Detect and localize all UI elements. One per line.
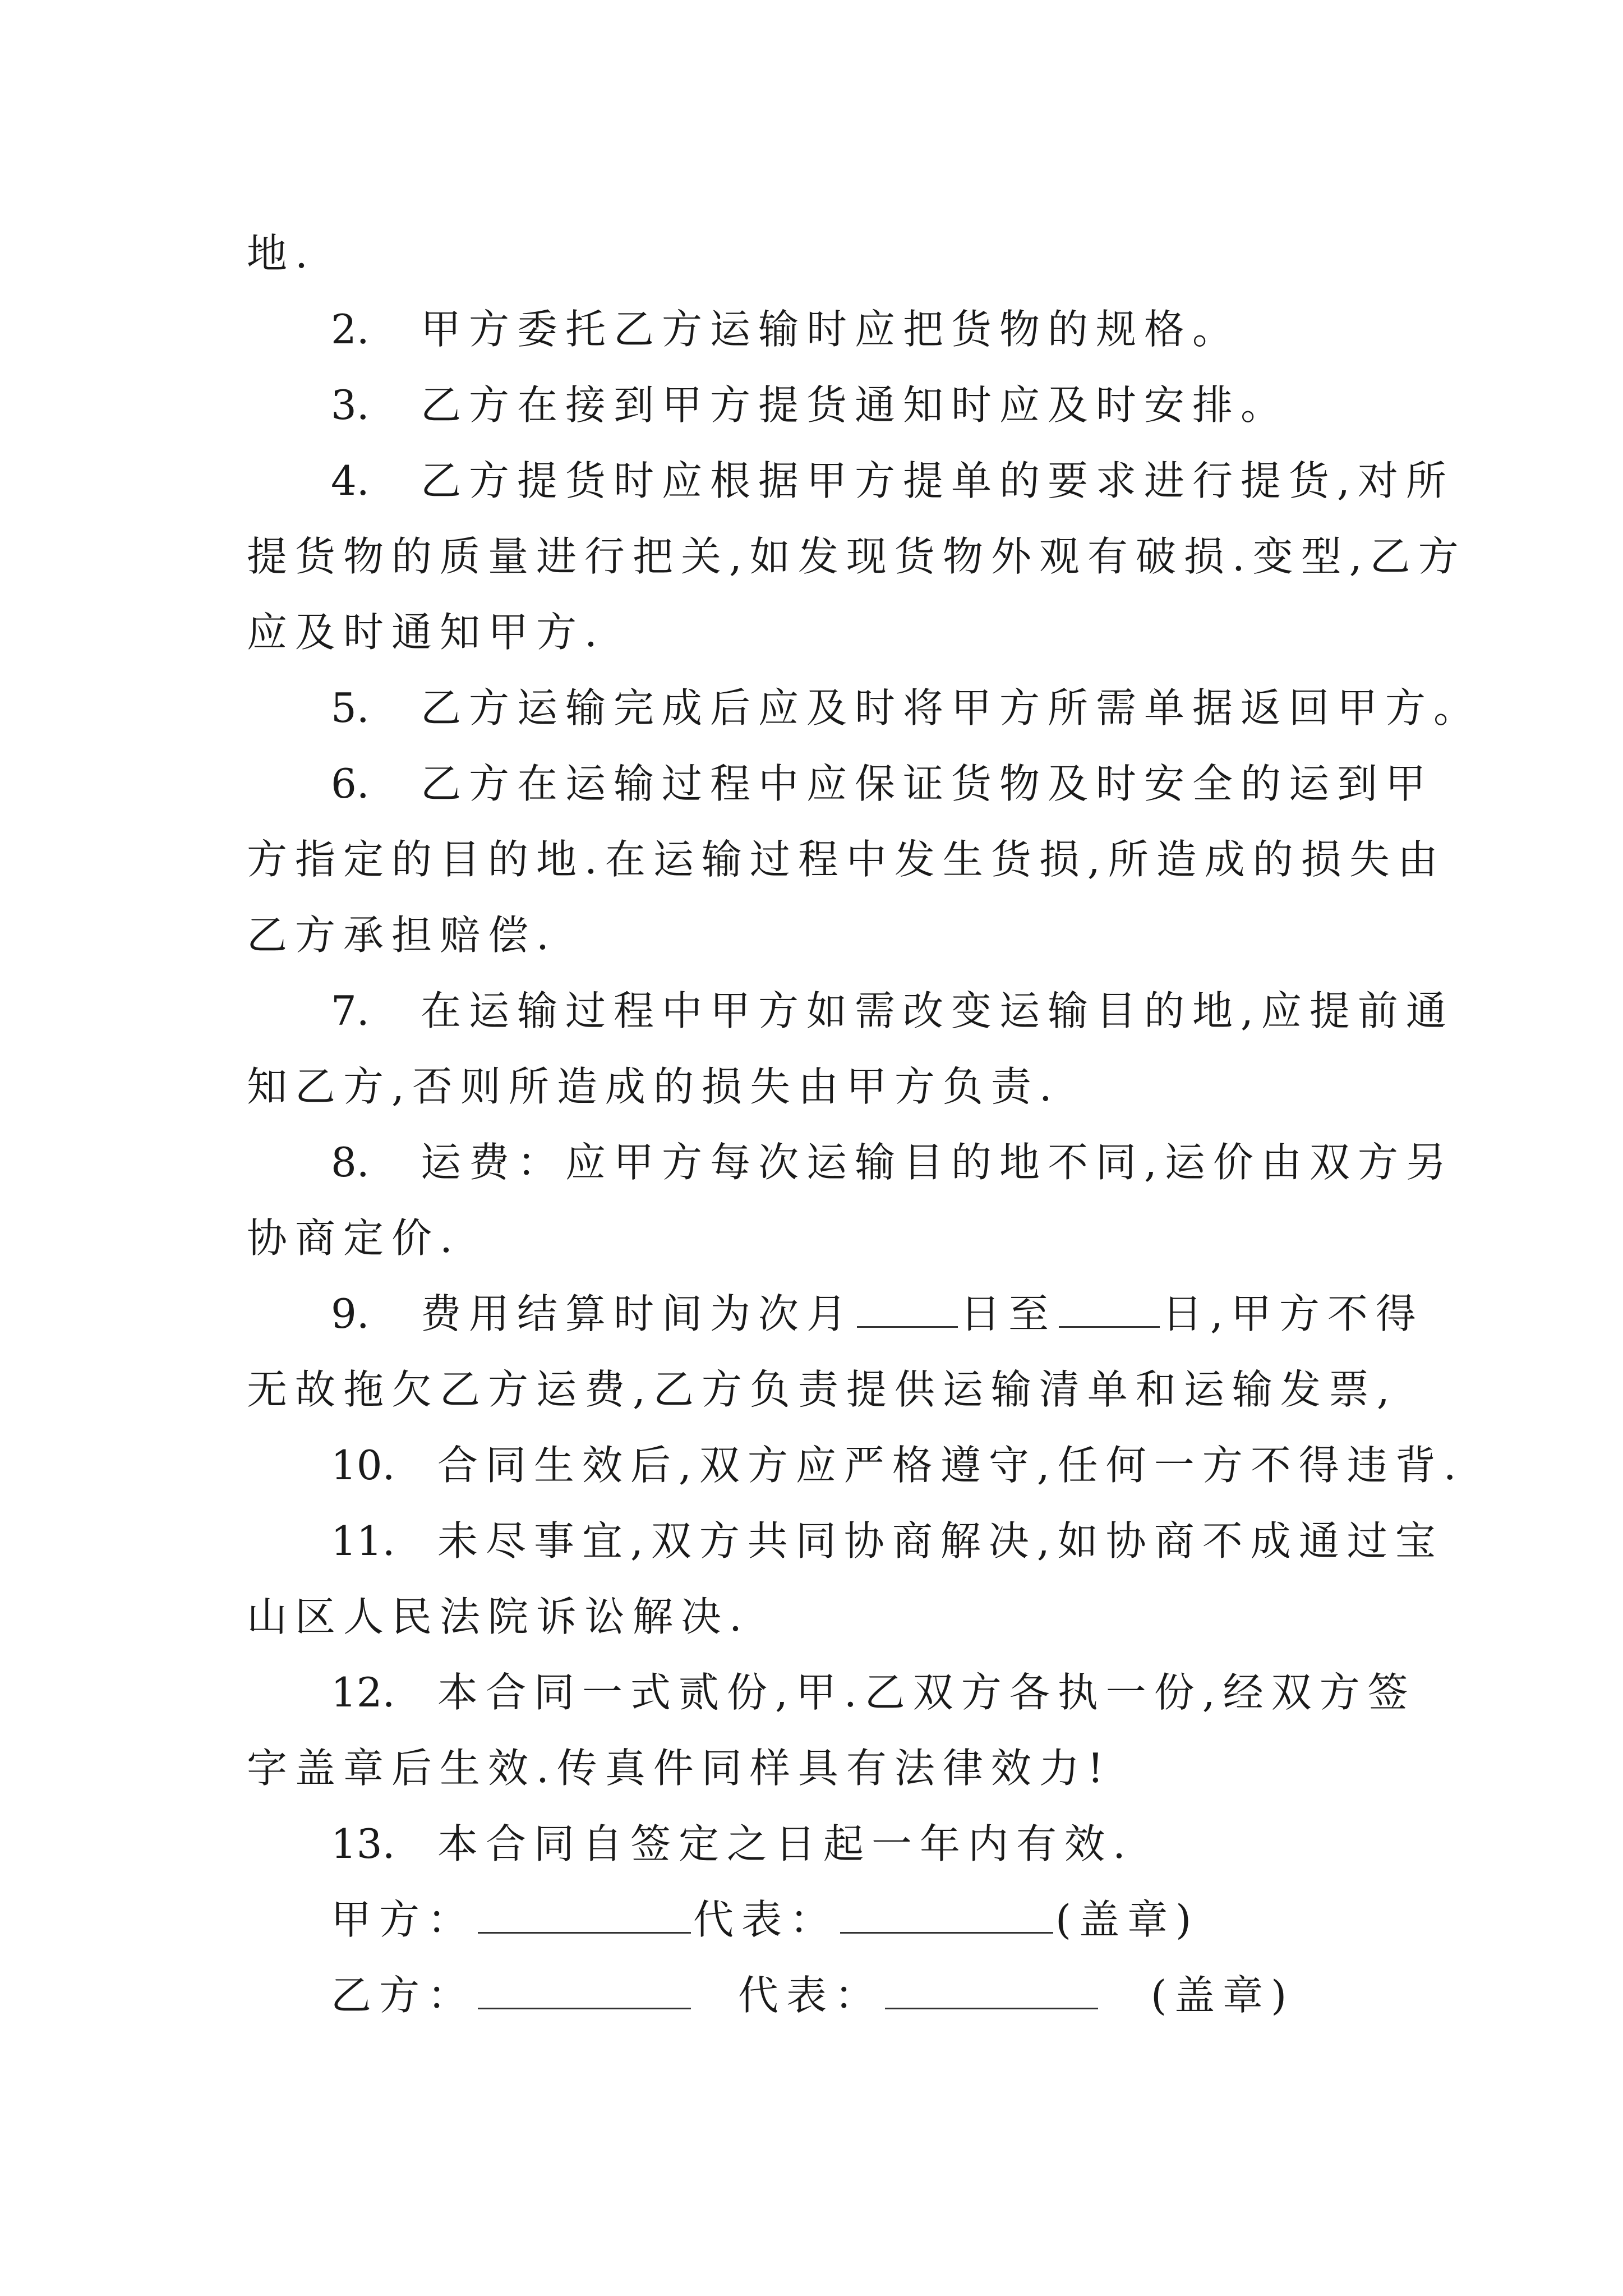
clause-text: 日至 (960, 1290, 1057, 1337)
clause-number: 12. (331, 1669, 395, 1716)
clause-7-cont: 知乙方,否则所造成的损失由甲方负责. (247, 1063, 1060, 1110)
rep-label: 代表： (738, 1972, 883, 2019)
clause-text: 乙方运输完成后应及时将甲方所需单据返回甲方。 (421, 684, 1482, 731)
signature-party-a (247, 1882, 1391, 1958)
clause-4-cont: 应及时通知甲方. (247, 609, 605, 656)
clause-number: 11. (331, 1517, 395, 1565)
clause-number: 2. (331, 306, 370, 353)
clause-number: 7. (331, 987, 370, 1034)
clause-text: 在运输过程中甲方如需改变运输目的地,应提前通 (421, 987, 1454, 1034)
clause-6-cont: 方指定的目的地.在运输过程中发生货损,所造成的损失由 (247, 836, 1446, 883)
clause-text: 乙方在接到甲方提货通知时应及时安排。 (421, 381, 1289, 429)
clause-9 (247, 1276, 1424, 1352)
contract-body (247, 216, 1482, 2033)
signature-party-b (247, 1958, 1391, 2033)
blank-day-start (857, 1291, 958, 1328)
clause-12 (247, 1655, 1416, 1731)
clause-2 (247, 292, 1391, 367)
clause-text: 本合同一式贰份,甲.乙双方各执一份,经双方签 (437, 1669, 1416, 1716)
clause-3 (247, 367, 1391, 443)
clause-text: 运费：应甲方每次运输目的地不同,运价由双方另 (421, 1139, 1454, 1186)
clause-text: 费用结算时间为次月 (421, 1290, 855, 1337)
intro-line: 地. (247, 230, 316, 277)
clause-11-cont: 山区人民法院诉讼解决. (247, 1593, 750, 1640)
clause-7 (247, 973, 1454, 1049)
clause-number: 8. (331, 1139, 370, 1186)
clause-8-cont: 协商定价. (247, 1214, 460, 1262)
clause-text: 甲方委托乙方运输时应把货物的规格。 (421, 306, 1241, 353)
clause-text: 本合同自签定之日起一年内有效. (437, 1820, 1133, 1867)
clause-4 (247, 443, 1454, 519)
clause-number: 3. (331, 381, 370, 429)
clause-text: 日,甲方不得 (1162, 1290, 1424, 1337)
clause-text: 乙方在运输过程中应保证货物及时安全的运到甲 (421, 760, 1434, 807)
rep-b-blank (885, 1973, 1098, 2009)
clause-number: 10. (331, 1442, 395, 1489)
party-b-blank (478, 1973, 691, 2009)
clause-12-cont: 字盖章后生效.传真件同样具有法律效力! (247, 1745, 1112, 1792)
party-a-blank (478, 1897, 691, 1934)
rep-a-blank (840, 1897, 1053, 1934)
clause-11 (247, 1503, 1444, 1579)
clause-13 (247, 1806, 1391, 1882)
rep-label: 代表： (693, 1896, 838, 1943)
clause-4-cont: 提货物的质量进行把关,如发现货物外观有破损.变型,乙方 (247, 533, 1467, 580)
clause-5 (247, 670, 1482, 746)
clause-text: 未尽事宜,双方共同协商解决,如协商不成通过宝 (437, 1517, 1444, 1565)
clause-number: 13. (331, 1820, 395, 1867)
clause-number: 6. (331, 760, 370, 807)
clause-number: 4. (331, 457, 370, 504)
clause-text: 乙方提货时应根据甲方提单的要求进行提货,对所 (421, 457, 1454, 504)
clause-number: 5. (331, 684, 370, 731)
clause-6 (247, 746, 1434, 822)
seal-label: (盖章) (1151, 1972, 1295, 2019)
seal-label: (盖章) (1055, 1896, 1200, 1943)
clause-10 (247, 1428, 1464, 1503)
party-a-label: 甲方： (331, 1896, 476, 1943)
clause-9-cont: 无故拖欠乙方运费,乙方负责提供运输清单和运输发票, (247, 1366, 1398, 1413)
clause-8 (247, 1125, 1454, 1200)
clause-number: 9. (331, 1290, 370, 1337)
clause-6-cont: 乙方承担赔偿. (247, 912, 557, 959)
clause-text: 合同生效后,双方应严格遵守,任何一方不得违背. (437, 1442, 1464, 1489)
party-b-label: 乙方： (331, 1972, 476, 2019)
blank-day-end (1059, 1291, 1160, 1328)
